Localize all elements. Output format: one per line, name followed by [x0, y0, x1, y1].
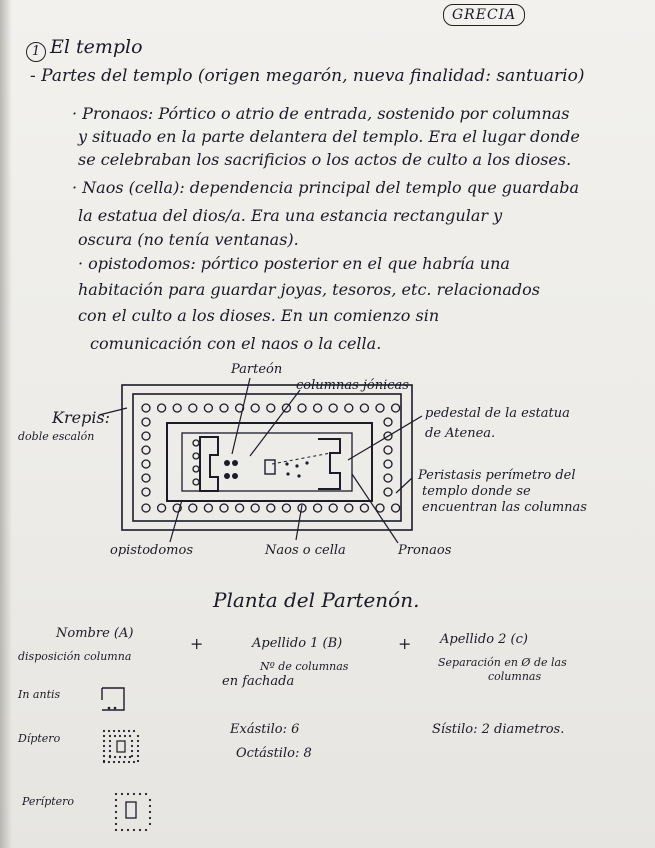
- label-columnas: columnas jónicas: [296, 378, 409, 393]
- row-periptero: Períptero: [22, 795, 75, 808]
- label-pronaos: Pronaos: [398, 543, 452, 558]
- label-pedestal-1: pedestal de la estatua: [425, 406, 570, 421]
- section-number: 1: [26, 42, 46, 62]
- plus-sign: +: [398, 634, 412, 653]
- col-c-header: Apellido 2 (c): [440, 632, 528, 647]
- pronaos-wall: [318, 439, 340, 489]
- column-ring: [384, 474, 392, 482]
- column-ring: [314, 504, 322, 512]
- label-peristasis-2: templo donde se: [422, 484, 531, 499]
- parts-heading: - Partes del templo (origen megarón, nueva finalidad: santuario): [30, 66, 585, 86]
- label-opistodomos: opistodomos: [110, 543, 194, 558]
- col-c-sub-2: columnas: [488, 670, 542, 683]
- column-ring: [314, 404, 322, 412]
- column-ring: [329, 504, 337, 512]
- column-ring: [282, 504, 290, 512]
- column-ring: [142, 404, 150, 412]
- column-ring: [251, 504, 259, 512]
- column-ring: [345, 404, 353, 412]
- column-ring: [142, 460, 150, 468]
- col-b-sub-2: en fachada: [222, 674, 295, 689]
- statue-pedestal: [265, 460, 275, 474]
- column-ring: [384, 488, 392, 496]
- column-ring: [173, 404, 181, 412]
- column-ring: [142, 504, 150, 512]
- text-line: se celebraban los sacrificios o los actos de culto a los dioses.: [78, 150, 572, 169]
- column-ring: [193, 440, 199, 446]
- column-ring: [158, 504, 166, 512]
- column-ring: [204, 504, 212, 512]
- column-ring: [392, 504, 400, 512]
- row-diptero: Díptero: [18, 732, 61, 745]
- cella-inner: [182, 433, 352, 491]
- in-antis-sketch: [98, 686, 130, 714]
- column-ring: [384, 460, 392, 468]
- section-title: El templo: [50, 36, 143, 58]
- column-ring: [142, 432, 150, 440]
- label-parteon: Parteón: [231, 362, 283, 377]
- col-b-header: Apellido 1 (B): [252, 636, 343, 651]
- column-ring: [193, 453, 199, 459]
- opisthodomos-wall: [200, 437, 218, 491]
- column-ring: [142, 418, 150, 426]
- column-ring: [329, 404, 337, 412]
- col-c-sub-1: Separación en Ø de las: [438, 656, 567, 669]
- col-a-header: Nombre (A): [56, 626, 134, 641]
- text-line: habitación para guardar joyas, tesoros, etc. relacionados: [78, 280, 540, 299]
- col-a-sub: disposición columna: [18, 650, 132, 663]
- plus-sign: +: [190, 634, 204, 653]
- plan-caption: Planta del Partenón.: [213, 588, 420, 612]
- column-ring: [204, 404, 212, 412]
- label-krepis: Krepis:: [52, 408, 111, 427]
- text-line: · Pronaos: Pórtico o atrio de entrada, sostenido por columnas: [72, 104, 570, 123]
- text-line: · opistodomos: pórtico posterior en el que habría una: [78, 254, 510, 273]
- label-peristasis-3: encuentran las columnas: [422, 500, 587, 515]
- label-naos: Naos o cella: [265, 543, 346, 558]
- column-ring: [251, 404, 259, 412]
- column-ring: [220, 404, 228, 412]
- column-ring: [189, 404, 197, 412]
- label-pedestal-2: de Atenea.: [425, 426, 496, 441]
- row-exastilo: Exástilo: 6: [230, 722, 300, 737]
- column-ring: [236, 504, 244, 512]
- column-ring: [158, 404, 166, 412]
- column-ring: [360, 404, 368, 412]
- column-ring: [189, 504, 197, 512]
- column-ring: [384, 418, 392, 426]
- column-ring: [267, 504, 275, 512]
- column-ring: [142, 446, 150, 454]
- column-ring: [360, 504, 368, 512]
- column-ring: [193, 466, 199, 472]
- label-peristasis-1: Peristasis perímetro del: [418, 468, 576, 483]
- row-octastilo: Octástilo: 8: [236, 746, 312, 761]
- text-line: con el culto a los dioses. En un comienzo sin: [78, 306, 440, 325]
- row-sistilo: Sístilo: 2 diametros.: [432, 722, 565, 737]
- text-line: la estatua del dios/a. Era una estancia rectangular y: [78, 206, 503, 225]
- diptero-sketch: [100, 728, 142, 766]
- row-in-antis: In antis: [18, 688, 61, 701]
- column-ring: [193, 479, 199, 485]
- column-ring: [220, 504, 228, 512]
- column-ring: [267, 404, 275, 412]
- col-b-sub-1: Nº de columnas: [260, 660, 349, 673]
- column-ring: [392, 404, 400, 412]
- column-ring: [376, 404, 384, 412]
- text-line: · Naos (cella): dependencia principal del templo que guardaba: [72, 178, 580, 197]
- column-ring: [142, 488, 150, 496]
- periptero-sketch: [110, 790, 156, 834]
- column-ring: [384, 446, 392, 454]
- column-ring: [345, 504, 353, 512]
- text-line: y situado en la parte delantera del templo. Era el lugar donde: [78, 127, 580, 146]
- label-krepis-sub: doble escalón: [18, 430, 95, 443]
- text-line: oscura (no tenía ventanas).: [78, 230, 299, 249]
- cella-wall: [167, 423, 372, 501]
- column-ring: [142, 474, 150, 482]
- column-ring: [298, 404, 306, 412]
- text-line: comunicación con el naos o la cella.: [90, 334, 382, 353]
- topic-badge: GRECIA: [443, 4, 525, 26]
